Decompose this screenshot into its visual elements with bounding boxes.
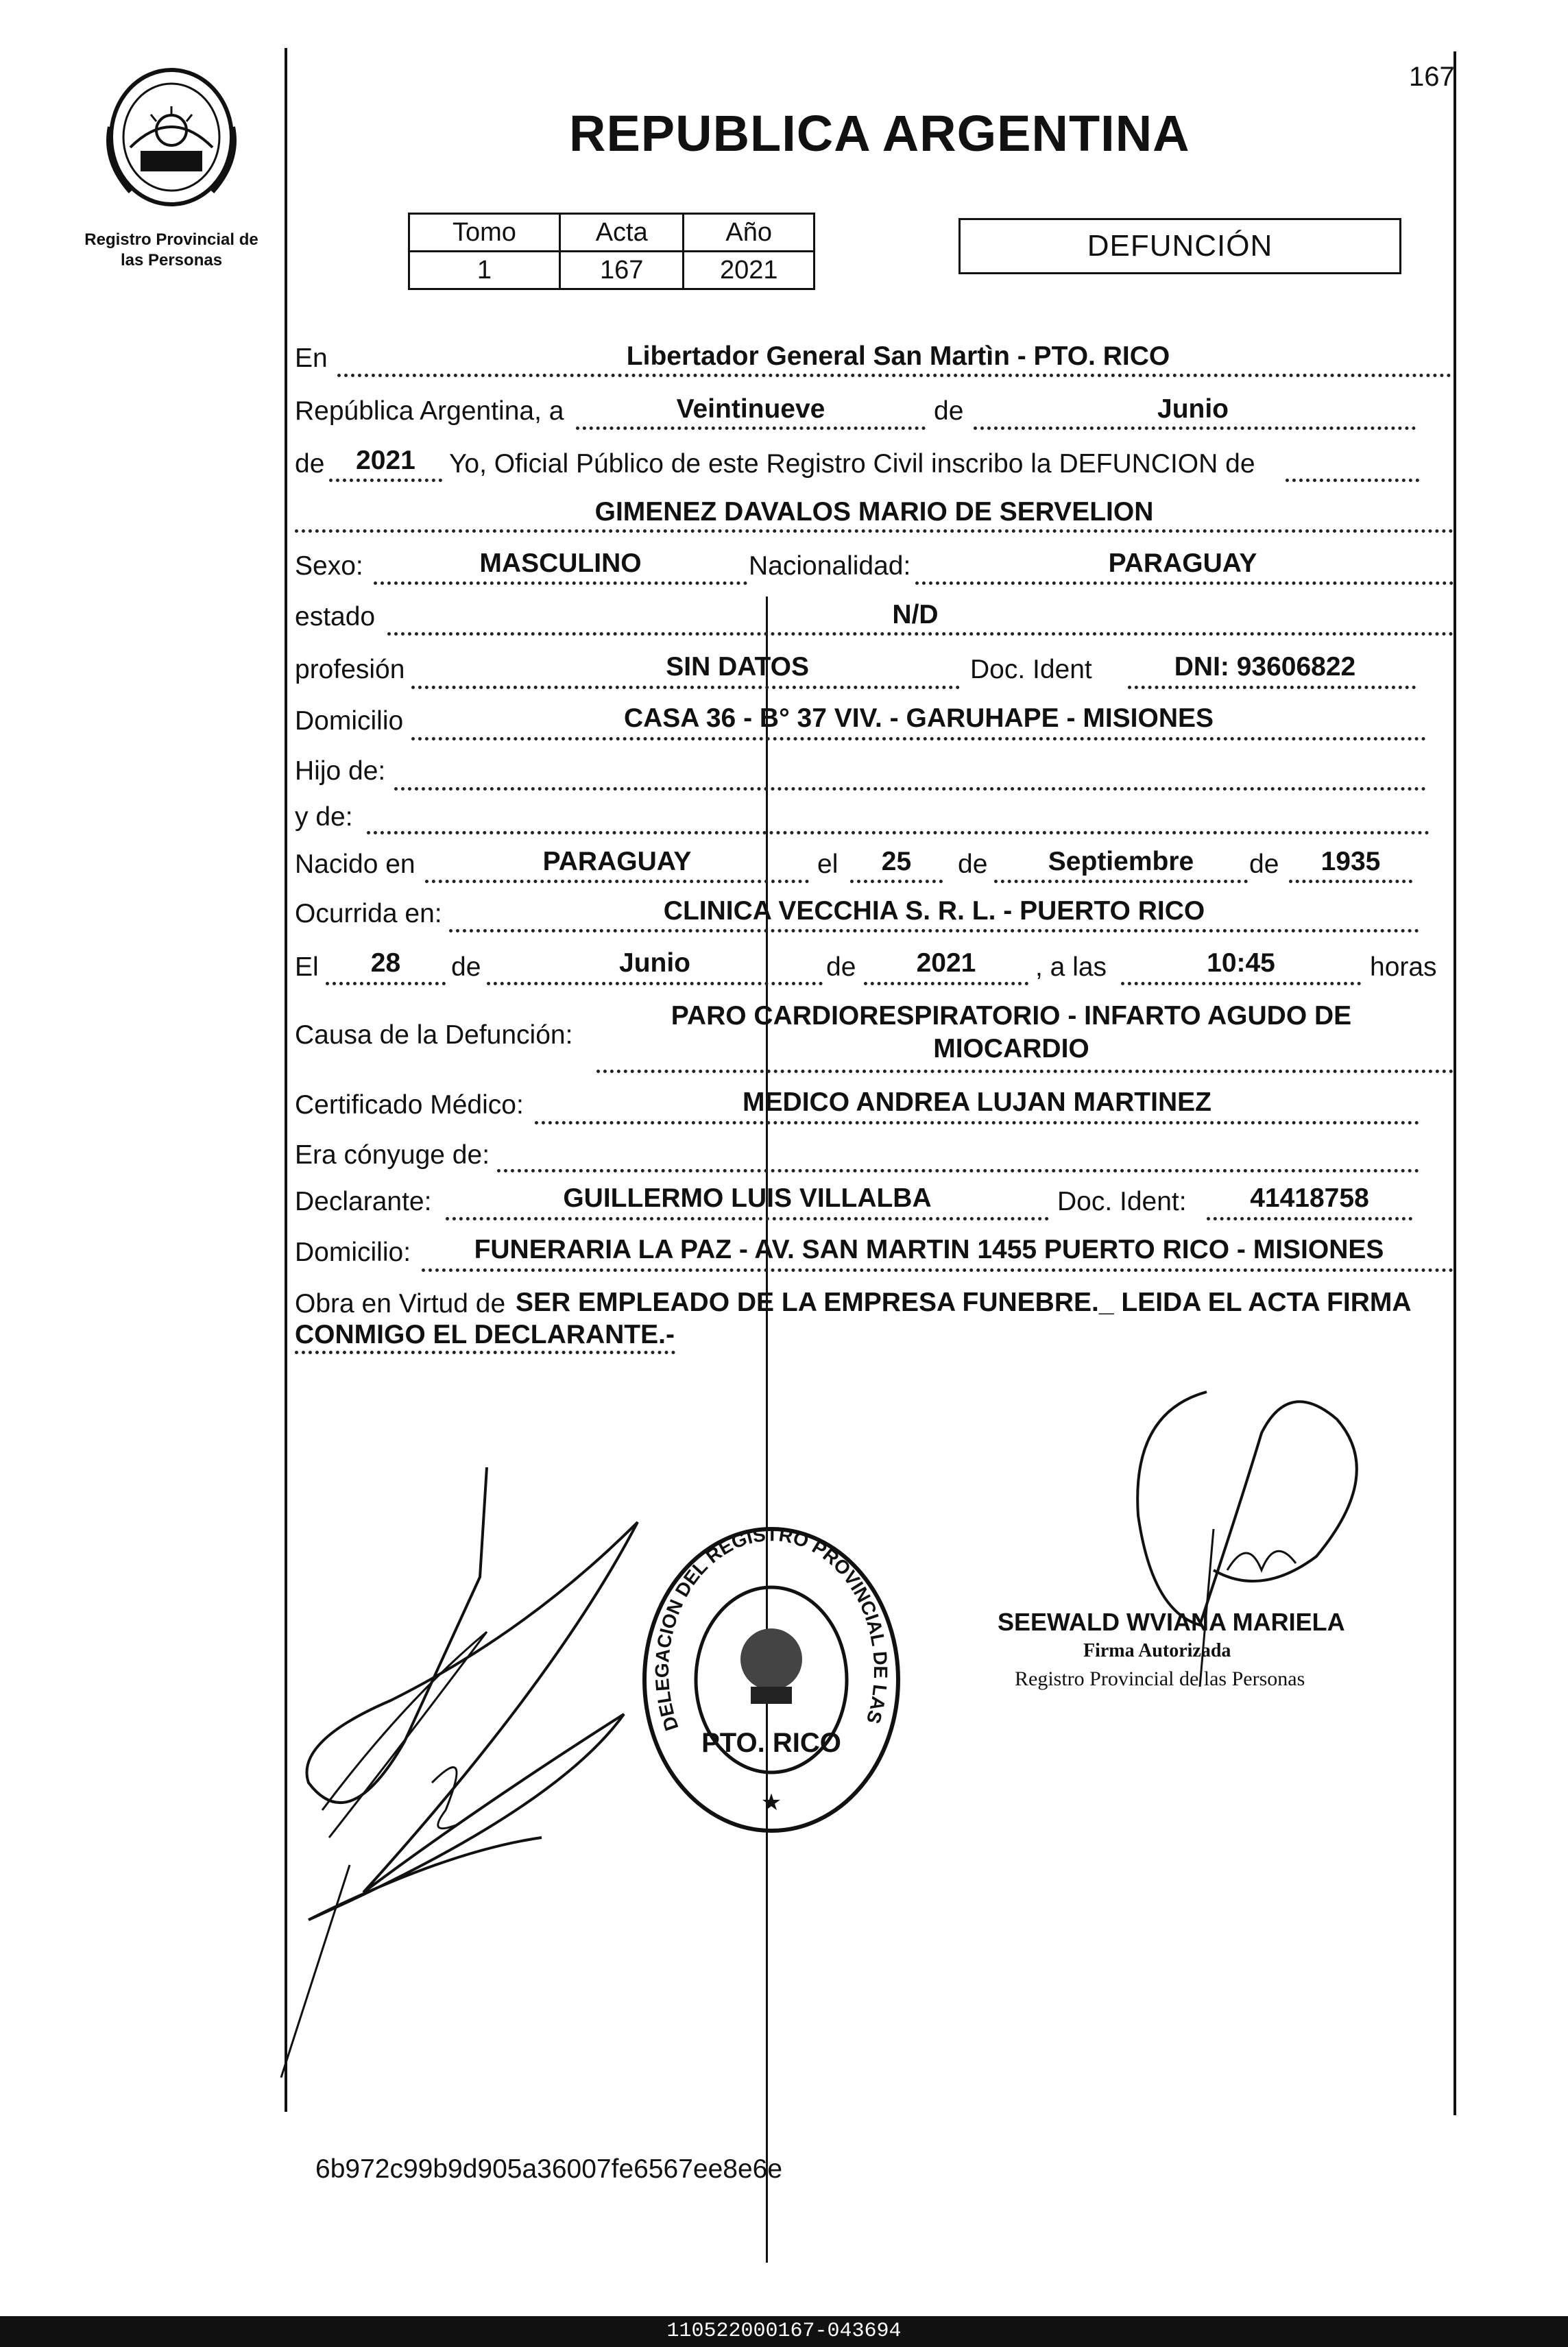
decl-domicilio-value: FUNERARIA LA PAZ - AV. SAN MARTIN 1455 PUERTO RICO - MISIONES [474,1235,1384,1264]
causa-label: Causa de la Defunción: [295,1020,573,1050]
def-mes-value: Junio [619,948,690,978]
lugar-value: Libertador General San Martìn - PTO. RICO [626,341,1170,371]
declarant-signature [267,1454,692,2084]
ref-header-acta: Acta [559,214,684,252]
sexo-dots [374,581,747,585]
inscripcion-text: Yo, Oficial Público de este Registro Civil inscribo la DEFUNCION de [449,449,1255,479]
estado-value: N/D [892,600,939,629]
decl-doc-dots [1207,1217,1412,1220]
de-label: de [934,396,964,426]
reference-table [408,213,815,290]
ref-header-tomo: Tomo [409,214,560,252]
obra-value-line2: CONMIGO EL DECLARANTE.- [295,1320,675,1349]
hora-dots [1121,982,1361,985]
nac-dia-value: 25 [881,847,912,876]
decl-doc-value: 41418758 [1250,1183,1369,1213]
fecha-label: República Argentina, a [295,396,564,426]
document-type-box: DEFUNCIÓN [958,218,1401,274]
center-fold-line [766,597,768,2263]
nacionalidad-dots [915,581,1454,585]
decl-domicilio-dots [422,1268,1454,1272]
nombre-dots [295,529,1454,533]
estado-label: estado [295,602,376,631]
nac-de1-label: de [958,850,988,879]
profesion-label: profesión [295,655,405,684]
anio-value: 2021 [356,446,415,475]
hora-value: 10:45 [1207,948,1275,978]
nombre-value: GIMENEZ DAVALOS MARIO DE SERVELION [594,497,1154,527]
official-name: SEEWALD WVIANA MARIELA [998,1608,1345,1636]
hijo-label: Hijo de: [295,756,386,786]
official-signature [1090,1364,1378,1687]
svg-text:★: ★ [760,1790,782,1816]
def-de2-label: de [826,952,856,982]
declarante-label: Declarante: [295,1187,432,1216]
def-anio-value: 2021 [916,948,976,978]
declarante-dots [446,1217,1049,1220]
yde-label: y de: [295,802,353,832]
profesion-dots [411,686,960,689]
registry-stamp [638,1522,905,1838]
causa-dots [596,1070,1454,1073]
profesion-value: SIN DATOS [666,652,809,682]
ref-value-tomo: 1 [409,252,560,289]
sexo-value: MASCULINO [479,549,642,578]
stamp-inner-text: PTO. RICO [701,1728,841,1758]
page-number: 167 [1409,62,1455,92]
def-dia-dots [326,982,446,985]
decl-doc-label: Doc. Ident: [1057,1187,1187,1216]
declarante-value: GUILLERMO LUIS VILLALBA [563,1183,932,1213]
provincia-misiones-logo [103,65,240,209]
nacido-dots [425,880,809,883]
certificado-value: MEDICO ANDREA LUJAN MARTINEZ [743,1087,1211,1117]
obra-dots [295,1351,675,1354]
nacionalidad-value: PARAGUAY [1108,549,1257,578]
registry-caption-line2: las Personas [120,251,223,269]
dia-dots [576,426,926,430]
ref-value-anio: 2021 [684,252,815,289]
causa-value-line1: PARO CARDIORESPIRATORIO - INFARTO AGUDO DE [671,1001,1352,1031]
right-margin-line [1454,51,1456,2115]
def-dia-value: 28 [370,948,401,978]
registry-caption-line1: Registro Provincial de [84,230,258,249]
nacido-value: PARAGUAY [542,847,692,876]
nacido-label: Nacido en [295,850,415,879]
obra-value-line1: SER EMPLEADO DE LA EMPRESA FUNEBRE._ LEIDA EL ACTA FIRMA [516,1288,1412,1317]
mes-dots [974,426,1416,430]
doc-label: Doc. Ident [970,655,1092,684]
nac-dia-dots [850,880,943,883]
nacionalidad-label: Nacionalidad: [749,551,911,581]
official-registry: Registro Provincial de las Personas [1015,1668,1305,1690]
certificado-label: Certificado Médico: [295,1090,524,1120]
def-de1-label: de [451,952,481,982]
anio-label: de [295,449,325,479]
dia-value: Veintinueve [676,394,825,424]
domicilio-value: CASA 36 - B° 37 VIV. - GARUHAPE - MISIONES [623,703,1214,733]
document-hash: 6b972c99b9d905a36007fe6567ee8e6e [315,2154,783,2184]
ref-header-anio: Año [684,214,815,252]
nac-mes-dots [994,880,1248,883]
horas-label: horas [1370,952,1437,982]
official-role: Firma Autorizada [1083,1640,1231,1661]
domicilio-label: Domicilio [295,706,404,736]
page-title: REPUBLICA ARGENTINA [569,105,1190,162]
ocurrida-value: CLINICA VECCHIA S. R. L. - PUERTO RICO [663,896,1205,926]
ocurrida-dots [449,929,1419,932]
ref-value-acta: 167 [559,252,684,289]
decl-domicilio-label: Domicilio: [295,1238,411,1267]
estado-dots [387,632,1454,636]
def-mes-dots [487,982,823,985]
causa-value-line2: MIOCARDIO [933,1034,1089,1063]
doc-value: DNI: 93606822 [1174,652,1356,682]
el-label: el [817,850,839,879]
el2-label: El [295,952,319,982]
lugar-dots [337,374,1451,377]
def-anio-dots [864,982,1028,985]
nac-de2-label: de [1249,850,1279,879]
hijo-dots [394,787,1426,791]
sexo-label: Sexo: [295,551,363,581]
nac-mes-value: Septiembre [1048,847,1194,876]
inscripcion-dots [1286,479,1419,482]
mes-value: Junio [1157,394,1229,424]
nac-anio-value: 1935 [1320,847,1381,876]
conyuge-dots [497,1169,1419,1172]
conyuge-label: Era cónyuge de: [295,1140,490,1170]
lugar-label: En [295,344,328,373]
stamp-outer-text: DELEGACION DEL REGISTRO PROVINCIAL DE LAS [651,1524,892,1734]
footer-code: 110522000167-043694 [0,2316,1568,2347]
anio-dots [329,479,442,482]
domicilio-dots [411,737,1426,741]
ocurrida-label: Ocurrida en: [295,899,442,928]
doc-dots [1128,686,1416,689]
nac-anio-dots [1289,880,1412,883]
alas-label: , a las [1035,952,1107,982]
certificado-dots [535,1121,1419,1124]
registry-caption [72,230,271,271]
obra-label: Obra en Virtud de [295,1289,506,1319]
yde-dots [367,831,1430,834]
